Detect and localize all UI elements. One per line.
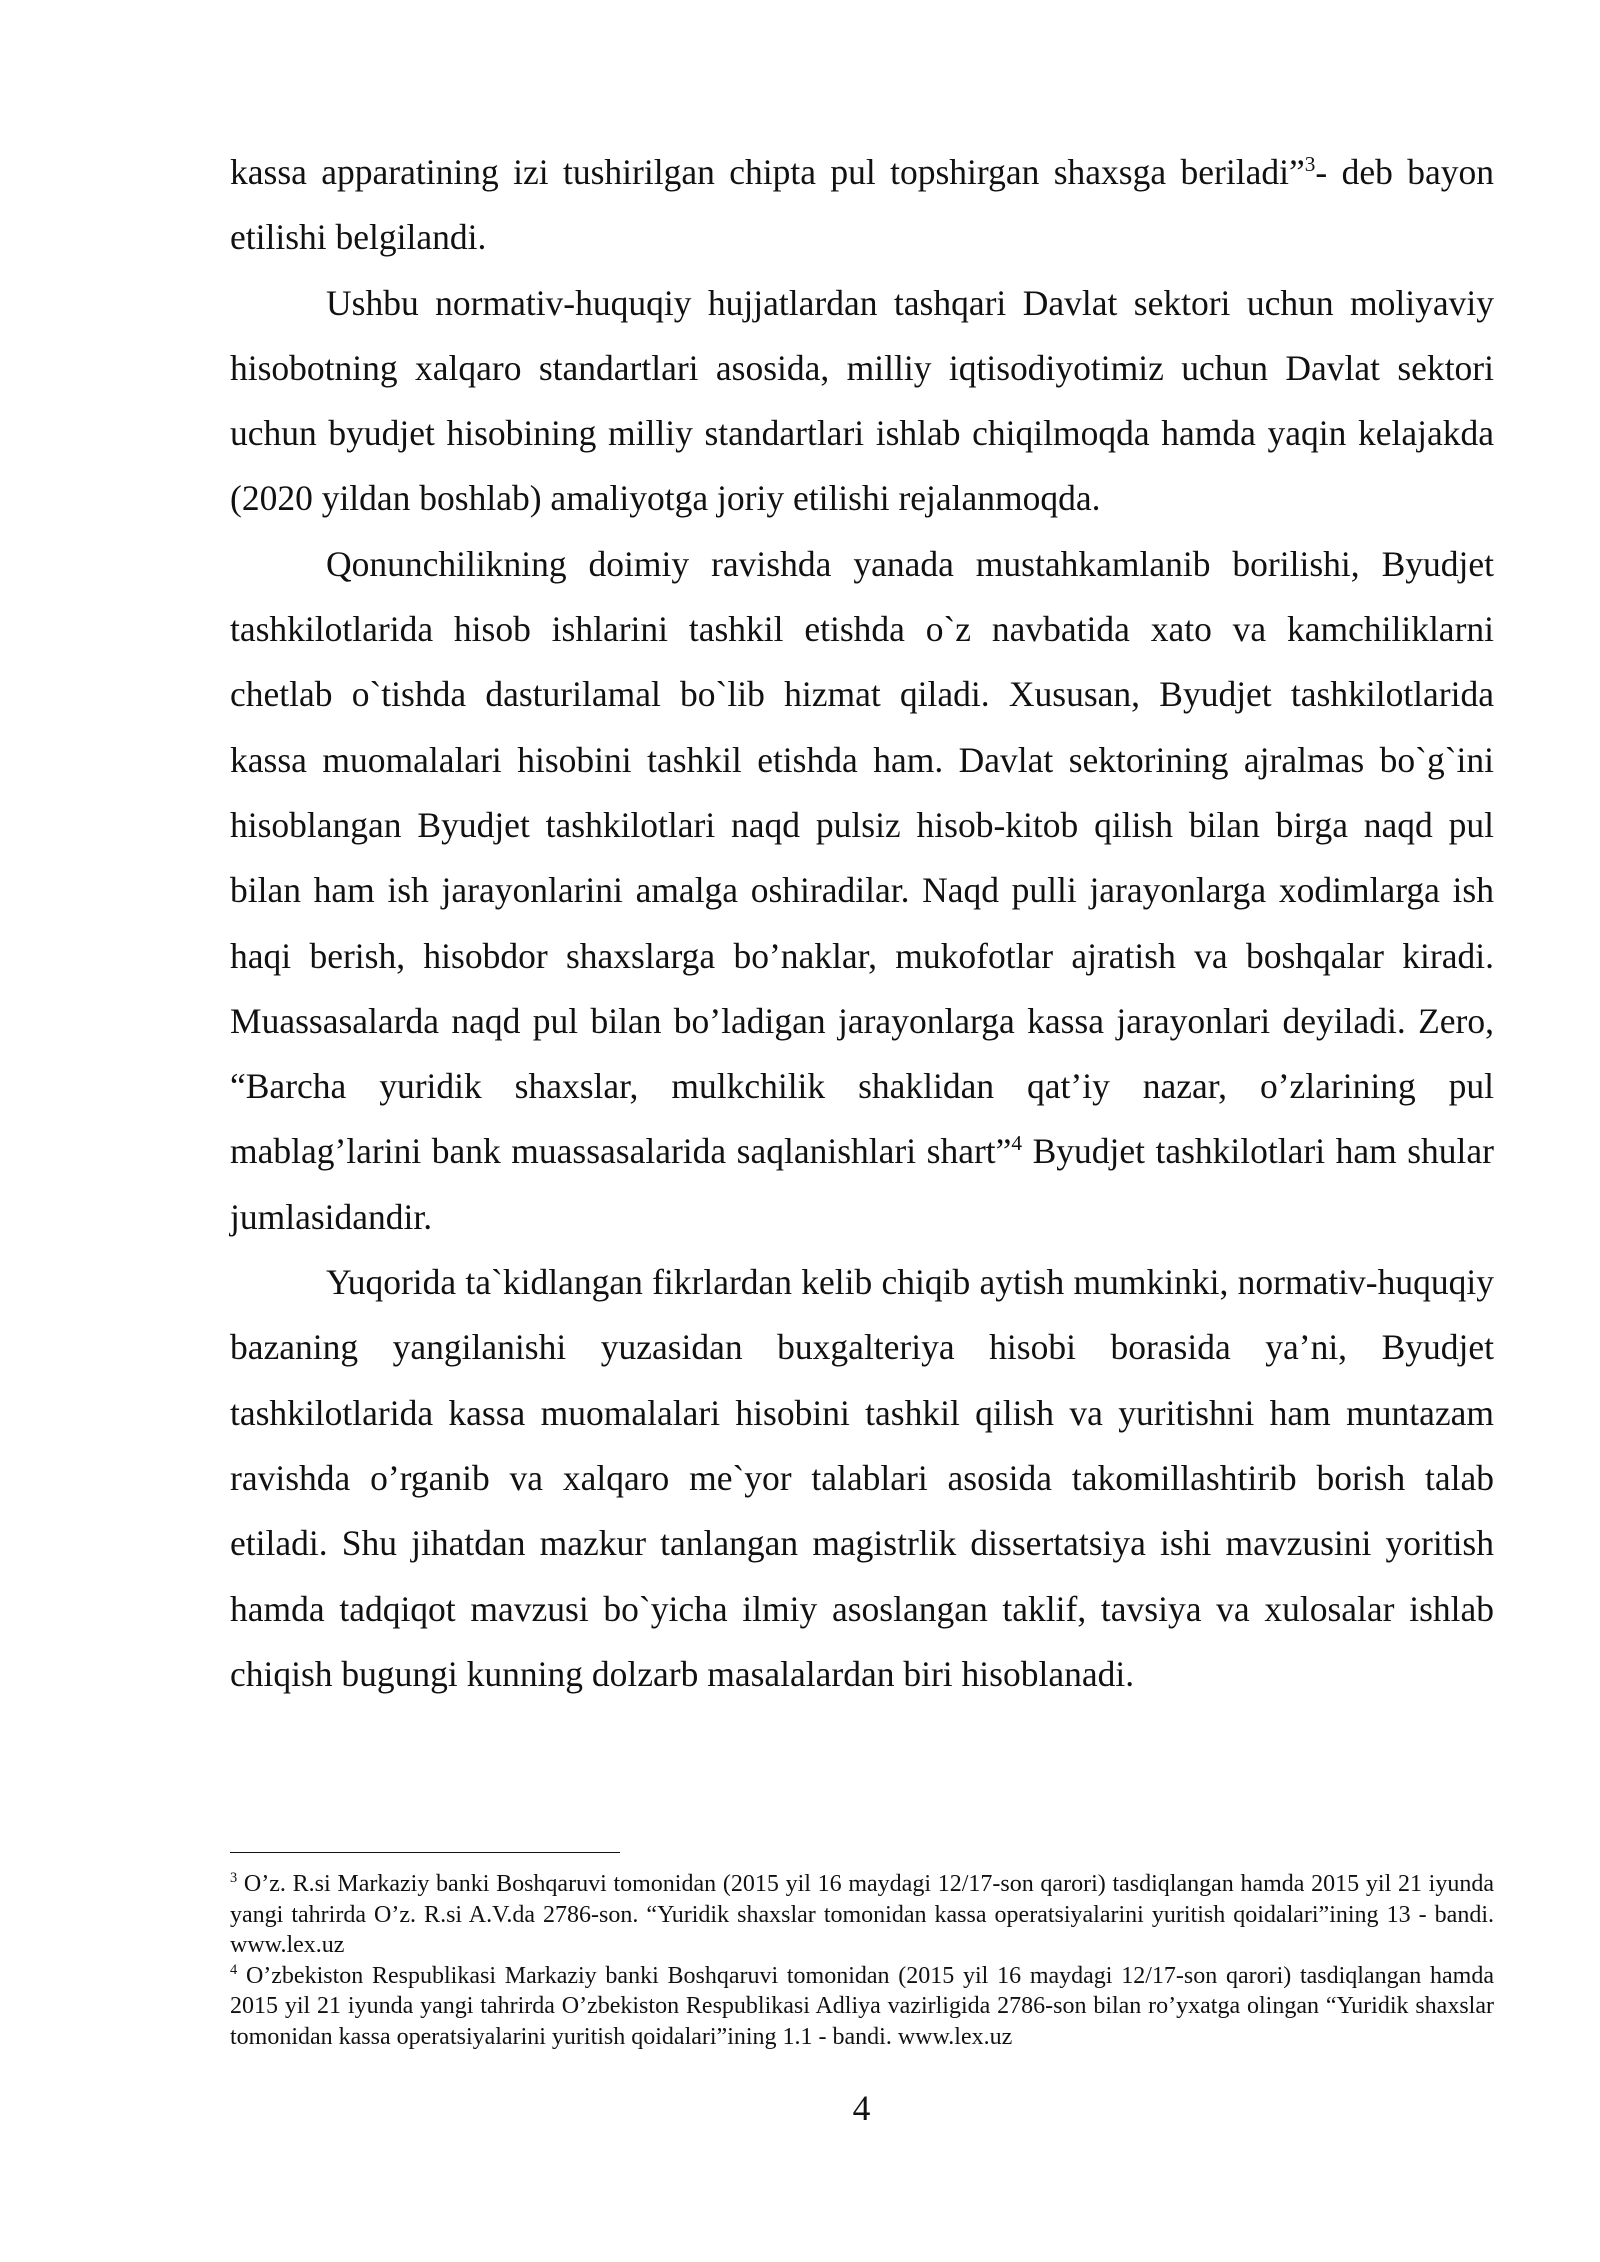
paragraph-continuation: kassa apparatining izi tushirilgan chipta pul topshirgan shaxsga beriladi”$^3$- deb bayon etilishi belgilandi. bbox=[230, 152, 1494, 258]
footnote-3: $^3$ O’z. R.si Markaziy banki Boshqaruvi tomonidan (2015 yil 16 maydagi 12/17-son qarori) tasdiqlangan hamda 2015 yil 21 iyunda yangi tahrirda O’z. R.si A.V.da 2786-son. “Yuridik shaxslar tomonidan kassa operatsiyalarini yuritish qoidalari”ining 13 - bandi. www.lex.uz bbox=[230, 1870, 1494, 1958]
paragraph-legislation: Qonunchilikning doimiy ravishda yanada mustahkamlanib borilishi, Byudjet tashkilotlarida hisob ishlarini tashkil etishda o`z navbatida xato va kamchiliklarni chetlab o`tishda dasturilamal bo`lib hizmat qiladi. Xususan, Byudjet tashkilotlarida kassa muomalalari hisobini tashkil etishda ham. Davlat sektorining ajralmas bo`g`ini hisoblangan Byudjet tashkilotlari naqd pulsiz hisob-kitob qilish bilan birga naqd pul bilan ham ish jarayonlarini amalga oshiradilar. Naqd pulli jarayonlarga xodimlarga ish haqi berish, hisobdor shaxslarga bo’naklar, mukofotlar ajratish va boshqalar kiradi. Muassasalarda naqd pul bilan bo’ladigan jarayonlarga kassa jarayonlari deyiladi. Zero, “Barcha yuridik shaxslar, mulkchilik shaklidan qat’iy nazar, o’zlarining pul mablag’larini bank muassasalarida saqlanishlari shart”$^4$ Byudjet tashkilotlari ham shular jumlasidandir. bbox=[230, 543, 1494, 1237]
footnote-mark-4: 4 bbox=[230, 1961, 238, 1978]
footnote-separator bbox=[230, 1852, 620, 1853]
footnote-mark-3: 3 bbox=[230, 1870, 238, 1886]
paragraph-standards: Ushbu normativ-huquqiy hujjatlardan tashqari Davlat sektori uchun moliyaviy hisobotning xalqaro standartlari asosida, milliy iqtisodiyotimiz uchun Davlat sektori uchun byudjet hisobining milliy standartlari ishlab chiqilmoqda hamda yaqin kelajakda (2020 yildan boshlab) amaliyotga joriy etilishi rejalanmoqda. bbox=[230, 282, 1494, 519]
footnote-4: $^4$ O’zbekiston Respublikasi Markaziy banki Boshqaruvi tomonidan (2015 yil 16 maydagi 12/17-son qarori) tasdiqlangan hamda 2015 yil 21 iyunda yangi tahrirda O’zbekiston Respublikasi Adliya vazirligida 2786-son bilan ro’yxatga olingan “Yuridik shaxslar tomonidan kassa operatsiyalarini yuritish qoidalari”ining 1.1 - bandi. www.lex.uz bbox=[230, 1961, 1494, 2050]
footnote-ref-4[interactable]: 4 bbox=[1011, 1131, 1023, 1156]
page-number: 4 bbox=[852, 2088, 871, 2128]
footnotes bbox=[230, 1869, 1494, 2052]
body-text bbox=[230, 140, 1494, 1707]
footnote-ref-3[interactable]: 3 bbox=[1304, 152, 1316, 177]
paragraph-conclusion: Yuqorida ta`kidlangan fikrlardan kelib chiqib aytish mumkinki, normativ-huquqiy bazaning yangilanishi yuzasidan buxgalteriya hisobi borasida ya’ni, Byudjet tashkilotlarida kassa muomalalari hisobini tashkil qilish va yuritishni ham muntazam ravishda o’rganib va xalqaro me`yor talablari asosida takomillashtirib borish talab etiladi. Shu jihatdan mazkur tanlangan magistrlik dissertatsiya ishi mavzusini yoritish hamda tadqiqot mavzusi bo`yicha ilmiy asoslangan taklif, tavsiya va xulosalar ishlab chiqish bugungi kunning dolzarb masalalardan biri hisoblanadi. bbox=[230, 1262, 1494, 1694]
